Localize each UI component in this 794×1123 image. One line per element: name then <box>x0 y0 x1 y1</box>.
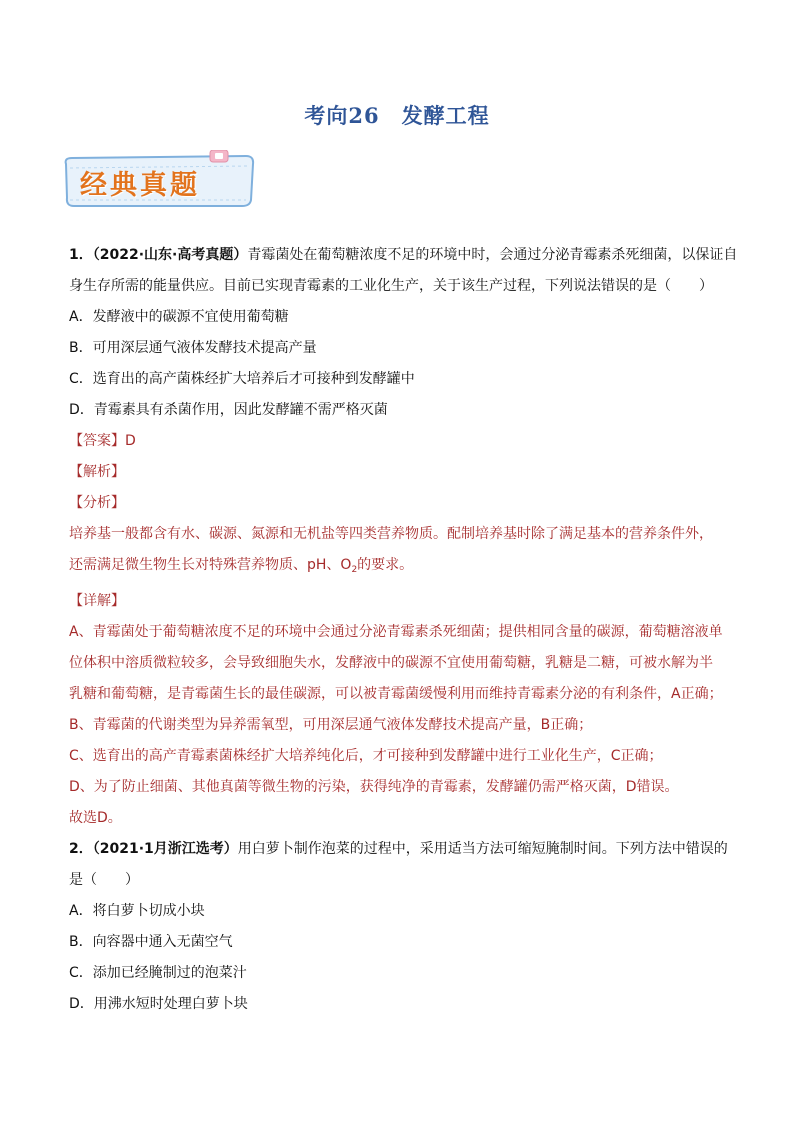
q1-stem-line2: 身生存所需的能量供应。目前已实现青霉素的工业化生产，关于该生产过程，下列说法错误的是（ ） <box>69 278 713 294</box>
fenxi-line2 <box>69 550 729 586</box>
q1-answer <box>69 426 729 457</box>
fenxi-line2-b: 的要求。 <box>357 557 414 573</box>
banner-label: 经典真题 <box>80 170 200 201</box>
q2-option-c: C．添加已经腌制过的泡菜汁 <box>69 965 247 981</box>
q1-source: （2022·山东·高考真题） <box>92 247 248 263</box>
q2-stem-line1 <box>69 834 729 865</box>
xiangjie-line3: 乳糖和葡萄糖，是青霉菌生长的最佳碳源，可以被青霉菌缓慢利用而维持青霉素分泌的有利条件，A正确； <box>69 686 723 702</box>
fenxi-label: 【分析】 <box>69 495 125 511</box>
title-main: 发酵工程 <box>401 103 490 128</box>
jiexi-label: 【解析】 <box>69 464 125 480</box>
q2-option-a: A．将白萝卜切成小块 <box>69 903 205 919</box>
fenxi-line2-a: 还需满足微生物生长对特殊营养物质、pH、O <box>69 557 352 573</box>
q1-option-c: C．选育出的高产菌株经扩大培养后才可接种到发酵罐中 <box>69 371 415 387</box>
q2-option-d: D．用沸水短时处理白萝卜块 <box>69 996 248 1012</box>
xiangjie-label: 【详解】 <box>69 593 125 609</box>
q2-source: （2021·1月浙江选考） <box>92 841 238 857</box>
q2-option-b: B．向容器中通入无菌空气 <box>69 934 233 950</box>
xiangjie-line5: C、选育出的高产青霉素菌株经扩大培养纯化后，才可接种到发酵罐中进行工业化生产，C正确； <box>69 748 663 764</box>
q2-stem-text1: 用白萝卜制作泡菜的过程中，采用适当方法可缩短腌制时间。下列方法中错误的 <box>237 841 728 857</box>
fenxi-line2-sub: 2 <box>351 565 358 575</box>
fenxi-line1: 培养基一般都含有水、碳源、氮源和无机盐等四类营养物质。配制培养基时除了满足基本的营养条件外， <box>69 526 713 542</box>
q1-option-d: D．青霉素具有杀菌作用，因此发酵罐不需严格灭菌 <box>69 402 388 418</box>
section-banner <box>60 150 260 210</box>
answer-value: D <box>125 433 136 449</box>
q2-number: 2． <box>69 841 93 857</box>
q1-conclusion: 故选D。 <box>69 810 122 826</box>
xiangjie-line1: A、青霉菌处于葡萄糖浓度不足的环境中会通过分泌青霉素杀死细菌；提供相同含量的碳源，葡萄糖溶液单 <box>69 624 723 640</box>
q1-stem-text1: 青霉菌处在葡萄糖浓度不足的环境中时，会通过分泌青霉素杀死细菌，以保证自 <box>247 247 738 263</box>
xiangjie-line2: 位体积中溶质微粒较多，会导致细胞失水，发酵液中的碳源不宜使用葡萄糖，乳糖是二糖，可被水解为半 <box>69 655 713 671</box>
title-prefix: 考向26 <box>304 103 380 128</box>
xiangjie-line6: D、为了防止细菌、其他真菌等微生物的污染，获得纯净的青霉素，发酵罐仍需严格灭菌，D错误。 <box>69 779 679 795</box>
q1-stem-line1 <box>69 240 738 271</box>
q1-option-b: B．可用深层通气液体发酵技术提高产量 <box>69 340 317 356</box>
q1-number: 1． <box>69 247 93 263</box>
page-title <box>0 100 794 130</box>
answer-label: 【答案】 <box>69 433 125 449</box>
question-content <box>69 240 738 1020</box>
q2-stem-line2: 是（ ） <box>69 872 139 888</box>
q1-option-a: A．发酵液中的碳源不宜使用葡萄糖 <box>69 309 289 325</box>
xiangjie-line4: B、青霉菌的代谢类型为异养需氧型，可用深层通气液体发酵技术提高产量，B正确； <box>69 717 593 733</box>
